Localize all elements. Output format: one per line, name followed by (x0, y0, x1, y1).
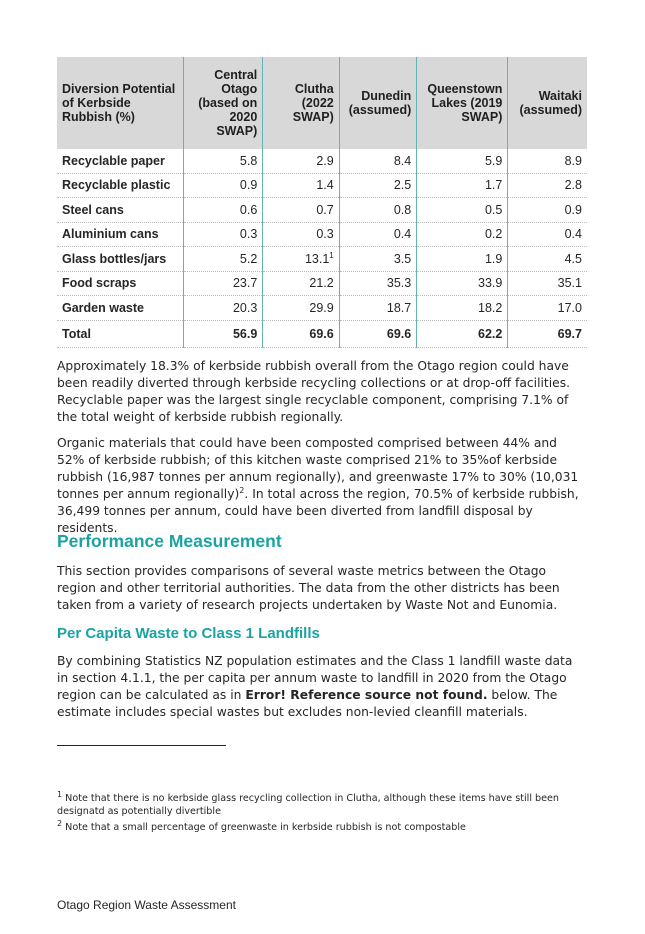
cell-dunedin (339, 198, 417, 223)
paragraph-organics-text-a: Organic materials that could have been composted comprised between 44% and 52% of kerbside rubbish; of this kitchen waste comprised 21% to 35%of kerbside rubbish (16,987 tonnes per annum regionally), and greenwaste 17% to 30% (10,031 tonnes per annum regionally) (57, 436, 579, 501)
cell-clutha (263, 222, 339, 247)
paragraph-organics (57, 435, 587, 537)
cell-value: 2.5 (393, 178, 412, 193)
row-label (57, 247, 183, 272)
cell-value: 8.4 (393, 153, 412, 168)
cell-central (183, 173, 263, 198)
paragraph-per-capita-text-a: By combining Statistics NZ population estimates and the Class 1 landfill waste data in section 4.1.1, the per capita per annum waste to landfill in 2020 from the Otago region can be calculated as in (57, 654, 573, 702)
row-label (57, 198, 183, 223)
row-label (57, 173, 183, 198)
cell-dunedin (339, 271, 417, 296)
cell-clutha (263, 149, 339, 173)
cell-waitaki (508, 296, 587, 321)
cell-value: 56.9 (232, 326, 258, 341)
cell-value: 0.9 (564, 202, 582, 217)
cell-value: 69.6 (386, 326, 412, 341)
cell-value: 5.9 (484, 153, 503, 168)
cell-queenstown (417, 149, 508, 173)
cell-value: 0.9 (239, 178, 258, 193)
cell-central (183, 271, 263, 296)
cell-waitaki (508, 173, 587, 198)
cell-central (183, 222, 263, 247)
cell-value: 69.6 (309, 326, 334, 341)
footnote-2-number: 2 (57, 818, 63, 828)
header-clutha: Clutha (2022 SWAP) (263, 57, 339, 149)
page-footer: Otago Region Waste Assessment (57, 898, 236, 912)
heading-performance-measurement: Performance Measurement (57, 531, 282, 551)
cell-value: 20.3 (232, 300, 258, 315)
diversion-potential-table (57, 57, 587, 348)
cell-value: 0.3 (316, 227, 334, 242)
paragraph-per-capita-text-b: below. The estimate includes special wastes but excludes non-levied cleanfill materials. (57, 688, 558, 719)
cell-value: 69.7 (557, 326, 582, 341)
cell-value: 5.8 (239, 153, 258, 168)
cell-value: 0.3 (239, 227, 258, 242)
cell-value: 8.9 (564, 153, 582, 168)
header-waitaki: Waitaki (assumed) (508, 57, 587, 149)
row-label-text: Food scraps (62, 276, 137, 291)
cell-waitaki (508, 271, 587, 296)
cell-waitaki (508, 149, 587, 173)
paragraph-recycling-summary: Approximately 18.3% of kerbside rubbish overall from the Otago region could have been readily diverted through kerbside recycling collections or at drop-off facilities. Recyclable paper was the largest single recyclable component, comprising 7.1% of the total weight of kerbside rubbish regionally. (57, 359, 571, 424)
cell-central (183, 296, 263, 321)
cell-waitaki (508, 222, 587, 247)
header-diversion-potential: Diversion Potential of Kerbside Rubbish (%) (57, 57, 183, 149)
cell-queenstown (417, 198, 508, 223)
cell-value: 5.2 (239, 251, 258, 266)
table-header (57, 57, 587, 149)
cell-value: 0.2 (484, 227, 503, 242)
cell-value: 33.9 (478, 276, 503, 291)
table-row (57, 271, 587, 296)
footnote-2-text: Note that a small percentage of greenwaste in kerbside rubbish is not compostable (62, 822, 466, 833)
cell-clutha (263, 173, 339, 198)
cell-central (183, 198, 263, 223)
table-row (57, 247, 587, 272)
cell-central (183, 149, 263, 173)
cell-value: 35.1 (557, 276, 582, 291)
table-row (57, 173, 587, 198)
cell-value: 0.7 (316, 202, 334, 217)
cell-value: 29.9 (309, 300, 334, 315)
cell-clutha (263, 247, 339, 272)
footnote-2 (57, 818, 587, 834)
cell-value: 2.8 (564, 178, 582, 193)
table-row (57, 149, 587, 173)
paragraph-per-capita (57, 653, 587, 721)
cell-central (183, 247, 263, 272)
cell-value: 1.7 (484, 178, 503, 193)
paragraph-performance-intro: This section provides comparisons of several waste metrics between the Otago region and other territorial authorities. The data from the other districts has been taken from a variety of research projects undertaken by Waste Not and Eunomia. (57, 564, 560, 612)
cell-value: 0.6 (239, 202, 258, 217)
table-row (57, 198, 587, 223)
cell-value: 0.4 (564, 227, 582, 242)
cell-dunedin (339, 173, 417, 198)
row-label-text: Garden waste (62, 300, 144, 315)
footnote-separator (57, 745, 226, 746)
row-label-text: Aluminium cans (62, 227, 159, 242)
cell-dunedin (339, 320, 417, 347)
cell-clutha (263, 320, 339, 347)
cell-value: 0.8 (393, 202, 412, 217)
cell-value: 35.3 (386, 276, 412, 291)
cell-value: 4.5 (564, 251, 582, 266)
row-label (57, 320, 183, 347)
table-row (57, 296, 587, 321)
cell-value: 62.2 (478, 326, 503, 341)
cell-value: 1.9 (484, 251, 503, 266)
cell-queenstown (417, 247, 508, 272)
row-label (57, 149, 183, 173)
footnote-1-number: 1 (57, 789, 63, 799)
cell-value: 23.7 (232, 276, 258, 291)
cell-clutha (263, 271, 339, 296)
cell-dunedin (339, 149, 417, 173)
cell-waitaki (508, 198, 587, 223)
cell-value: 13.1 (304, 251, 330, 266)
cell-value: 2.9 (316, 153, 334, 168)
cell-queenstown (417, 320, 508, 347)
footnote-ref-1: 1 (329, 250, 334, 260)
row-label-text: Recyclable plastic (62, 178, 171, 193)
footnote-1-text: Note that there is no kerbside glass recycling collection in Clutha, although these items have still been designatd as potentially divertible (57, 793, 560, 817)
cell-value: 21.2 (309, 276, 334, 291)
cell-waitaki (508, 320, 587, 347)
row-label-text: Total (62, 326, 91, 341)
row-label-text: Recyclable paper (62, 153, 165, 168)
row-label (57, 296, 183, 321)
row-label-text: Glass bottles/jars (62, 251, 167, 266)
cell-clutha (263, 296, 339, 321)
cell-queenstown (417, 296, 508, 321)
row-label (57, 222, 183, 247)
cell-queenstown (417, 173, 508, 198)
cell-queenstown (417, 271, 508, 296)
cell-value: 0.5 (484, 202, 503, 217)
cell-value: 18.2 (478, 300, 503, 315)
cell-dunedin (339, 247, 417, 272)
heading-per-capita-waste: Per Capita Waste to Class 1 Landfills (57, 625, 320, 642)
header-central-otago: Central Otago (based on 2020 SWAP) (183, 57, 263, 149)
cell-central (183, 320, 263, 347)
paragraph-organics-text-b: . In total across the region, 70.5% of kerbside rubbish, 36,499 tonnes per annum, could have been diverted from landfill disposal by residents. (57, 487, 579, 535)
reference-error-text: Error! Reference source not found. (245, 688, 488, 702)
cell-value: 18.7 (386, 300, 412, 315)
cell-value: 0.4 (393, 227, 412, 242)
table-row (57, 320, 587, 347)
cell-value: 3.5 (393, 251, 412, 266)
cell-waitaki (508, 247, 587, 272)
cell-clutha (263, 198, 339, 223)
header-queenstown-lakes: Queenstown Lakes (2019 SWAP) (417, 57, 508, 149)
table-body (57, 149, 587, 347)
table-row (57, 222, 587, 247)
cell-dunedin (339, 222, 417, 247)
cell-value: 17.0 (557, 300, 582, 315)
footnote-1 (57, 789, 587, 818)
header-dunedin: Dunedin (assumed) (339, 57, 417, 149)
cell-dunedin (339, 296, 417, 321)
cell-value: 1.4 (316, 178, 334, 193)
cell-queenstown (417, 222, 508, 247)
row-label-text: Steel cans (62, 202, 124, 217)
footnote-ref-2: 2 (239, 485, 245, 495)
row-label (57, 271, 183, 296)
